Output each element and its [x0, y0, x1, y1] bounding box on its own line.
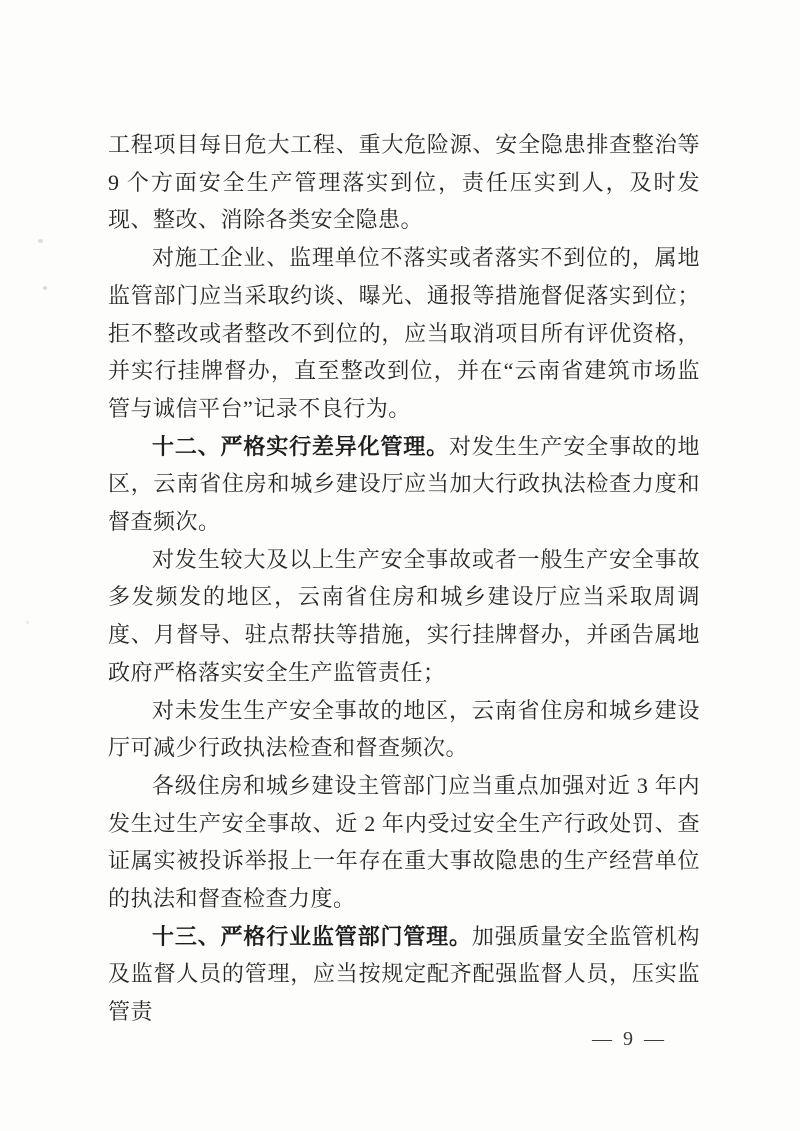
- paragraph: [108, 239, 700, 428]
- section-heading: 十三、严格行业监管部门管理。: [152, 923, 472, 949]
- section-heading: 十二、严格实行差异化管理。: [152, 433, 450, 459]
- document-body: [108, 126, 700, 1031]
- scan-speck: [38, 239, 43, 243]
- paragraph: [108, 428, 700, 541]
- paragraph: [108, 692, 700, 767]
- paragraph: [108, 767, 700, 918]
- paragraph-text: 各级住房和城乡建设主管部门应当重点加强对近 3 年内发生过生产安全事故、近 2 年内受过安全生产行政处罚、查证属实被投诉举报上一年存在重大事故隐患的生产经营单位的执法和督查检查力度。: [108, 772, 700, 912]
- paragraph-text: 加强质量安全监管机构及监督人员的管理，应当按规定配齐配强监督人员，压实监管责: [108, 923, 700, 1025]
- paragraph-text: 工程项目每日危大工程、重大危险源、安全隐患排查整治等 9 个方面安全生产管理落实到位，责任压实到人，及时发现、整改、消除各类安全隐患。: [108, 132, 700, 233]
- paragraph: [108, 918, 700, 1031]
- scan-speck: [26, 621, 29, 624]
- paragraph: [108, 541, 700, 692]
- scan-speck: [43, 286, 47, 290]
- paragraph-text: 对发生生产安全事故的地区，云南省住房和城乡建设厅应当加大行政执法检查力度和督查频次。: [108, 433, 700, 535]
- paragraph-text: 对未发生生产安全事故的地区，云南省住房和城乡建设厅可减少行政执法检查和督查频次。: [108, 697, 700, 761]
- paragraph: [108, 126, 700, 239]
- page-number: — 9 —: [592, 1028, 667, 1050]
- paragraph-text: 对发生较大及以上生产安全事故或者一般生产安全事故多发频发的地区，云南省住房和城乡建设厅应当采取周调度、月督导、驻点帮扶等措施，实行挂牌督办，并函告属地政府严格落实安全生产监管责任；: [108, 546, 700, 685]
- paragraph-text: 对施工企业、监理单位不落实或者落实不到位的，属地监管部门应当采取约谈、曝光、通报等措施督促落实到位；拒不整改或者整改不到位的，应当取消项目所有评优资格，并实行挂牌督办，直至整改到位，并在“云南省建筑市场监管与诚信平台”记录不良行为。: [108, 245, 700, 421]
